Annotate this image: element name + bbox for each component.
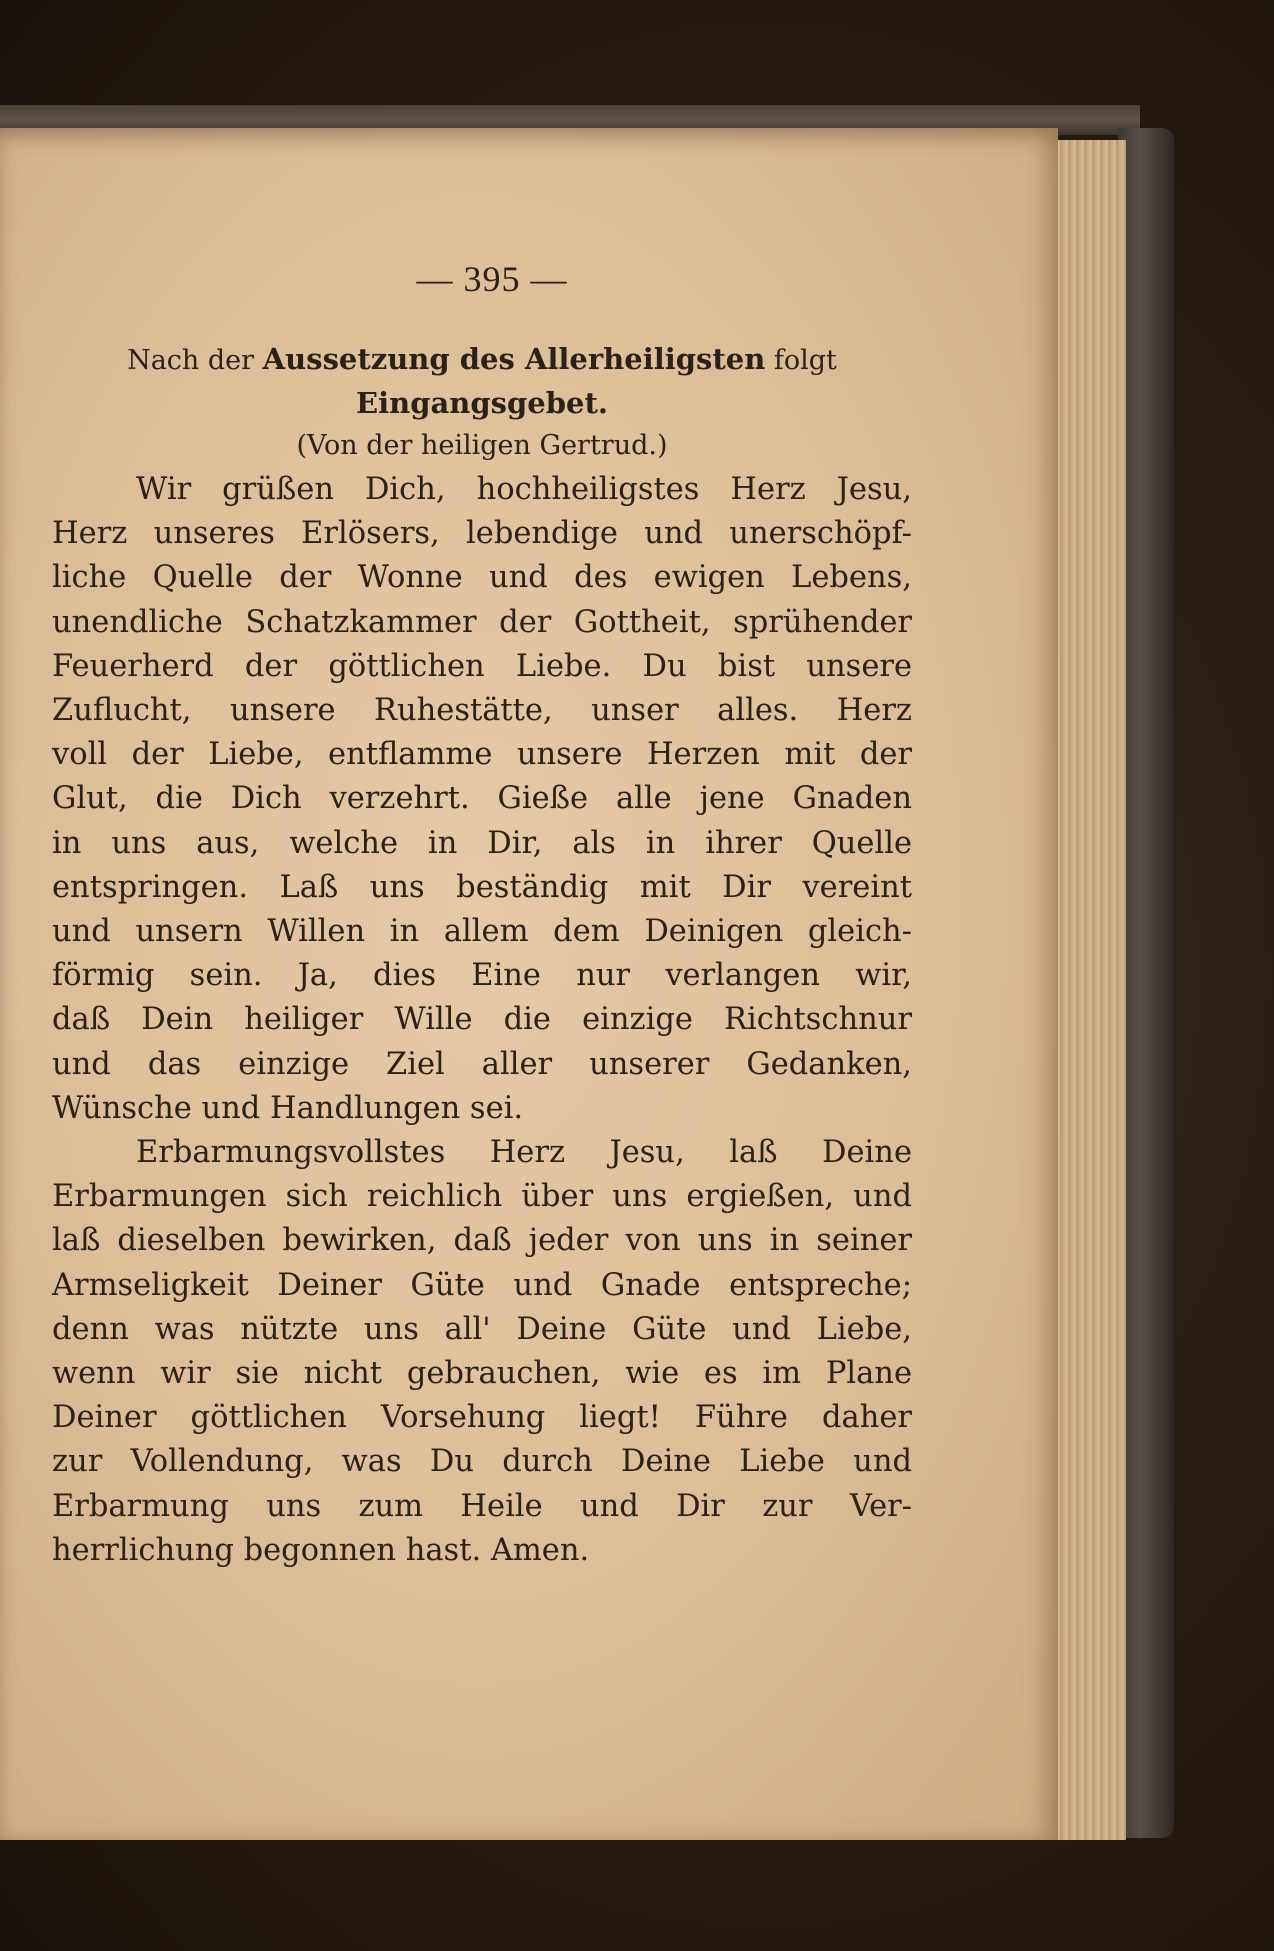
text-line: laß dieselben bewirken, daß jeder von uns in seiner <box>52 1223 912 1259</box>
text-line: voll der Liebe, entflamme unsere Herzen mit der <box>52 737 912 773</box>
rubric-prefix: Nach der <box>127 345 263 376</box>
text-line: zur Vollendung, was Du durch Deine Liebe und <box>52 1444 912 1480</box>
rubric-suffix: folgt <box>765 345 837 376</box>
text-line: herrlichung begonnen hast. Amen. <box>52 1532 590 1568</box>
text-line: Feuerherd der göttlichen Liebe. Du bist unsere <box>52 648 912 684</box>
text-line: denn was nützte uns all' Deine Güte und Liebe, <box>52 1311 912 1347</box>
text-line: Glut, die Dich verzehrt. Gieße alle jene Gnaden <box>52 781 912 817</box>
text-line: daß Dein heiliger Wille die einzige Richtschnur <box>52 1002 912 1038</box>
text-line: liche Quelle der Wonne und des ewigen Lebens, <box>52 560 912 596</box>
prayer-title: Eingangsgebet. <box>356 386 608 420</box>
text-line: Deiner göttlichen Vorsehung liegt! Führe daher <box>52 1400 912 1436</box>
paragraph-2 <box>52 1131 912 1573</box>
book-page <box>0 128 1058 1840</box>
text-line: entspringen. Laß uns beständig mit Dir vereint <box>52 869 912 905</box>
book-cover-right-edge <box>1118 128 1174 1838</box>
text-line: in uns aus, welche in Dir, als in ihrer Quelle <box>52 825 912 861</box>
attribution: (Von der heiligen Gertrud.) <box>296 430 668 461</box>
text-line: Armseligkeit Deiner Güte und Gnade entspreche; <box>52 1267 912 1303</box>
text-line: Zuflucht, unsere Ruhestätte, unser alles. Herz <box>52 693 912 729</box>
rubric-emphasis: Aussetzung des Allerheiligsten <box>262 342 766 376</box>
text-line: und unsern Willen in allem dem Deinigen gleich- <box>52 914 912 950</box>
text-line: unendliche Schatzkammer der Gottheit, sprühender <box>52 604 912 640</box>
text-line: wenn wir sie nicht gebrauchen, wie es im Plane <box>52 1356 912 1392</box>
text-line: Herz unseres Erlösers, lebendige und unerschöpf- <box>52 516 912 552</box>
paragraph-1 <box>52 468 912 1131</box>
text-line: Wünsche und Handlungen sei. <box>52 1090 524 1126</box>
text-line: Erbarmungen sich reichlich über uns ergießen, und <box>52 1179 912 1215</box>
page-content <box>52 258 912 1573</box>
page-number: — 395 — <box>416 259 568 299</box>
text-line: förmig sein. Ja, dies Eine nur verlangen wir, <box>52 958 912 994</box>
text-line: Erbarmungsvollstes Herz Jesu, laß Deine <box>136 1135 912 1171</box>
text-line: Erbarmung uns zum Heile und Dir zur Ver- <box>52 1488 912 1524</box>
text-line: und das einzige Ziel aller unserer Gedanken, <box>52 1046 912 1082</box>
text-line: Wir grüßen Dich, hochheiligstes Herz Jesu, <box>136 472 912 507</box>
rubric <box>52 338 912 382</box>
